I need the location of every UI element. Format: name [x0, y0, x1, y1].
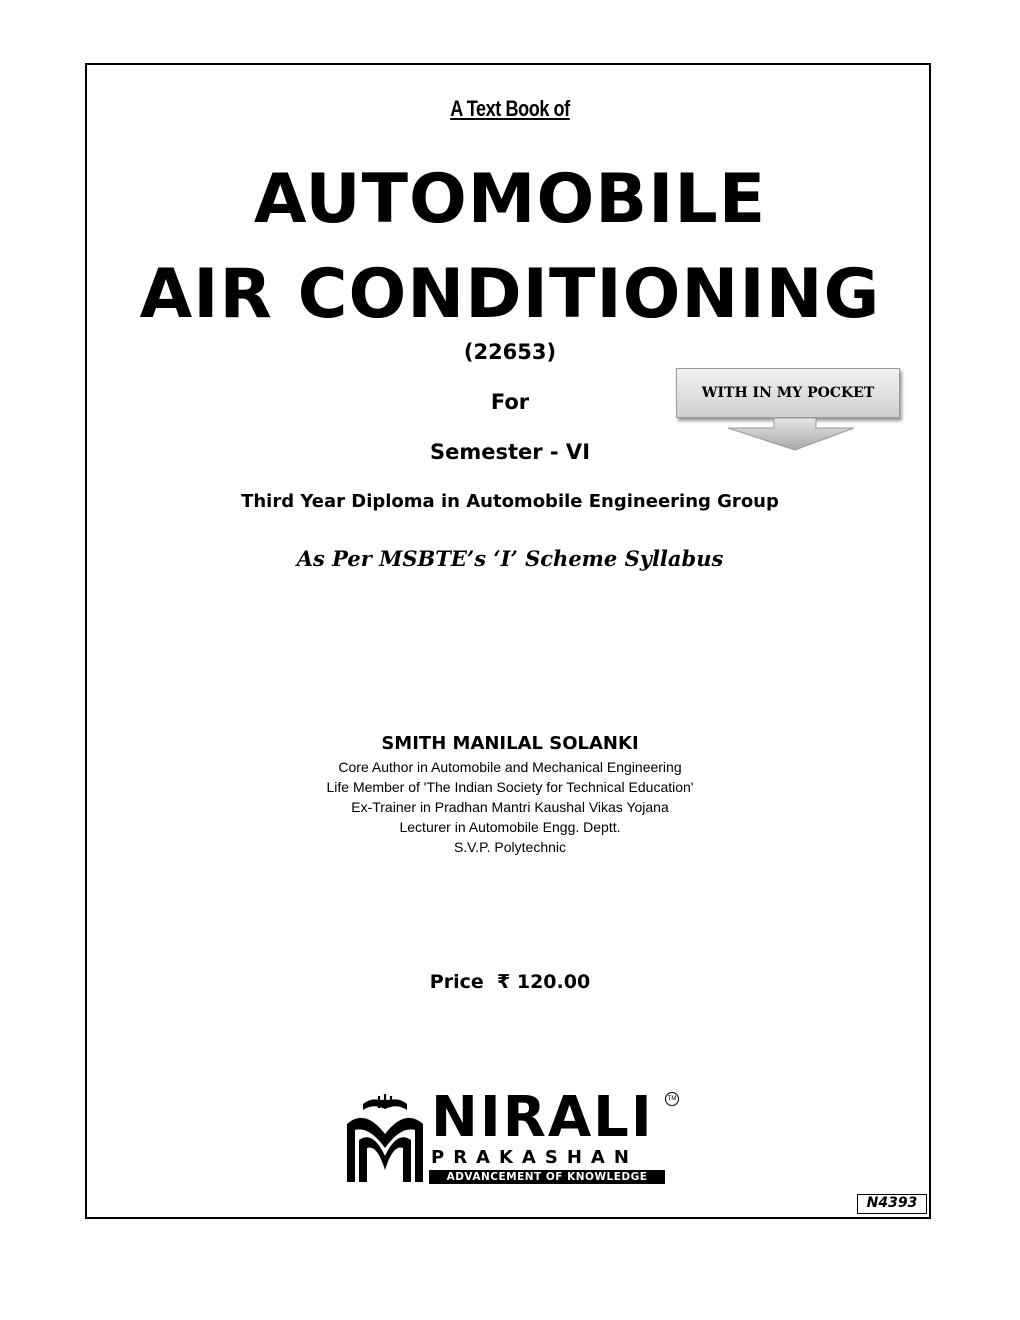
author-credential: Lecturer in Automobile Engg. Deptt. [399, 819, 621, 835]
author-credential: S.V.P. Polytechnic [453, 839, 567, 855]
author-credential: Ex-Trainer in Pradhan Mantri Kaushal Vikas Yojana [351, 799, 669, 815]
down-arrow-icon [720, 418, 860, 458]
pocket-badge-label: WITH IN MY POCKET [676, 368, 900, 418]
price-label: Price [429, 971, 484, 993]
program: Third Year Diploma in Automobile Engineering Group [241, 491, 779, 512]
publisher-logo [343, 1085, 683, 1190]
nirali-emblem-icon [343, 1094, 429, 1186]
price [0, 971, 1020, 993]
syllabus: As Per MSBTE’s ‘I’ Scheme Syllabus [296, 546, 724, 571]
pocket-badge [676, 368, 904, 458]
author-credential: Life Member of 'The Indian Society for Technical Education' [326, 779, 694, 795]
publisher-name: NIRALI [431, 1085, 654, 1150]
title-line-1: AUTOMOBILE [253, 160, 767, 239]
title-line-2: AIR CONDITIONING [139, 255, 881, 334]
course-code: (22653) [463, 340, 557, 364]
currency-symbol: ₹ [497, 971, 511, 993]
semester: Semester - VI [429, 440, 591, 464]
pretitle: A Text Book of [450, 96, 570, 121]
trademark-mark: TM [665, 1092, 679, 1106]
for-label: For [490, 390, 530, 414]
author-credential: Core Author in Automobile and Mechanical Engineering [338, 759, 682, 775]
publisher-tagline: ADVANCEMENT OF KNOWLEDGE [429, 1170, 665, 1184]
publisher-sub: PRAKASHAN [431, 1147, 638, 1168]
author-name: SMITH MANILAL SOLANKI [381, 733, 639, 754]
book-code: N4393 [857, 1194, 927, 1214]
price-amount: 120.00 [516, 971, 591, 993]
